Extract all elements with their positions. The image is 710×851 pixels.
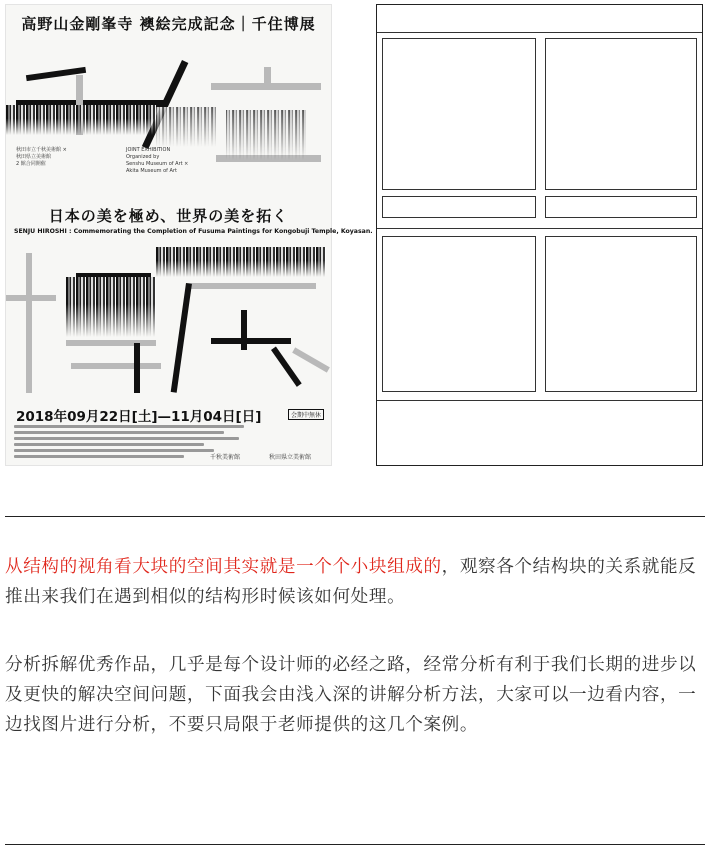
- wire-strip-left: [382, 196, 536, 218]
- waterfall-band-3: [226, 110, 306, 160]
- poster-logo-left: 千秋美術館: [210, 454, 241, 461]
- poster-logo-right: 秋田県立美術館: [269, 454, 312, 461]
- divider-bottom: [5, 844, 705, 845]
- poster-left-info: 秋田市立千秋美術館 × 秋田県立美術館 2 館合同開催: [16, 147, 67, 167]
- poster-title: 高野山金剛峯寺 襖絵完成記念｜千住博展: [21, 15, 316, 33]
- poster-closed-label: 会期中無休: [288, 409, 324, 420]
- structure-wireframe: [376, 4, 703, 466]
- wire-block-top-right: [545, 38, 697, 190]
- paragraph-1-rest: ，观察各个结构块的关系就能反推出来我们在遇到相似的结构形时候该如何处理。: [5, 557, 697, 607]
- wire-divider-top: [377, 32, 702, 33]
- wire-divider-mid: [377, 228, 702, 229]
- paragraph-2: 分析拆解优秀作品，几乎是每个设计师的必经之路，经常分析有利于我们长期的进步以及更快的解决空间问题，下面我会由浅入深的讲解分析方法，大家可以一边看内容，一边找图片进行分析，不要只局限于老师提供的这几个案例。: [5, 655, 697, 735]
- wire-divider-bottom: [377, 400, 702, 401]
- wire-block-bottom-left: [382, 236, 536, 392]
- poster-right-info: JOINT EXHIBITION Organized by Senshu Museum of Art × Akita Museum of Art: [126, 147, 189, 174]
- waterfall-band-4: [66, 277, 156, 337]
- wire-block-top-left: [382, 38, 536, 190]
- poster-subtitle: 日本の美を極め、世界の美を拓く: [48, 207, 289, 225]
- wire-block-bottom-right: [545, 236, 697, 392]
- divider-top: [5, 516, 705, 517]
- waterfall-band-2: [156, 107, 216, 147]
- paragraph-1-highlight: 从结构的视角看大块的空间其实就是一个个小块组成的: [5, 557, 442, 577]
- char-ten-label: [6, 5, 7, 6]
- paragraph-1: [5, 552, 705, 612]
- poster-date: 2018年09月22日[土]—11月04日[日]: [16, 409, 262, 425]
- wire-strip-right: [545, 196, 697, 218]
- poster-image: [5, 4, 373, 466]
- poster-english: SENJU HIROSHI : Commemorating the Completion of Fusuma Paintings for Kongobuji Temple, Koyasan.: [14, 228, 373, 235]
- waterfall-band-5: [156, 247, 326, 277]
- waterfall-band-1: [6, 105, 156, 135]
